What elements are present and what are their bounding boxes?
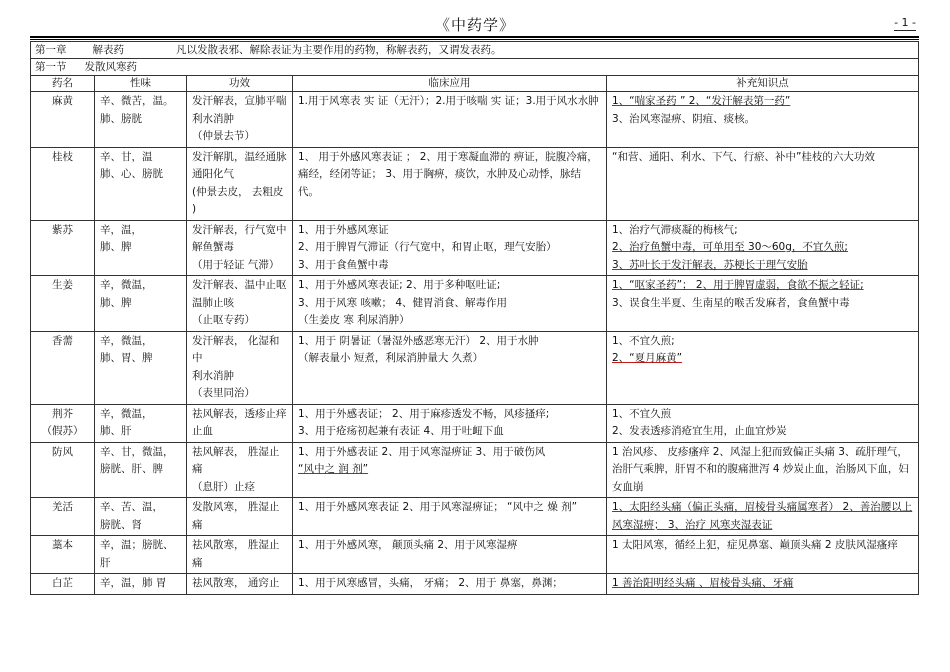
- clinical-use-cell: [293, 276, 607, 332]
- taste-meridian-text: 辛、苦、温，: [100, 501, 163, 513]
- effect-text: 发散风寒， 胜湿止痛: [192, 501, 280, 531]
- notes-cell: [607, 331, 919, 404]
- clinical-use-text: 1、用于外感风寒证: [298, 223, 389, 236]
- effect-text: （止呕专药）: [192, 314, 255, 326]
- effect-text: 发汗解表，宣肺平喘: [192, 95, 287, 107]
- herb-name-text: 桂枝: [52, 150, 73, 163]
- notes-text: 2、治疗鱼蟹中毒，可单用至 30～60g，不宜久煎;: [612, 241, 848, 253]
- taste-meridian-cell: [95, 331, 187, 404]
- taste-meridian-text: 辛，温，: [100, 223, 142, 236]
- clinical-use-cell: [293, 442, 607, 498]
- taste-meridian-text: 肺、肝: [100, 425, 132, 437]
- herb-row: [31, 442, 919, 498]
- notes-text: 3、治风寒湿痹、阴疽、痰核。: [612, 112, 756, 125]
- notes-text: 1、不宜久煎;: [612, 334, 675, 347]
- clinical-use-cell: [293, 404, 607, 442]
- clinical-use-cell: [293, 147, 607, 220]
- chapter-label: 第一章: [35, 44, 67, 56]
- clinical-use-cell: [293, 574, 607, 595]
- effect-text: 祛风解表，透疹止痒: [192, 407, 287, 420]
- effect-text: 发汗解表， 化湿和中: [192, 334, 280, 364]
- section-label: 第一节: [35, 61, 67, 73]
- herb-row: [31, 536, 919, 574]
- clinical-use-text: 2、用于脾胃气滞证（行气宽中，和胃止呕，理气安胎）: [298, 241, 557, 253]
- taste-meridian-cell: [95, 536, 187, 574]
- notes-cell: [607, 442, 919, 498]
- clinical-use-cell: [293, 536, 607, 574]
- herb-name-text: 生姜: [52, 279, 73, 291]
- effect-cell: [187, 404, 293, 442]
- herb-name-cell: [31, 536, 95, 574]
- taste-meridian-text: 肺、心、膀胱: [100, 168, 163, 180]
- taste-meridian-text: 辛，微温，: [100, 407, 153, 420]
- herb-name-text: 羌活: [52, 501, 73, 513]
- notes-cell: [607, 92, 919, 148]
- taste-meridian-text: 辛，微温，: [100, 279, 153, 291]
- clinical-use-text: “风中之 润 剂”: [298, 463, 369, 475]
- clinical-use-cell: [293, 92, 607, 148]
- effect-text: 通阳化气: [192, 168, 234, 180]
- herb-name-cell: [31, 498, 95, 536]
- clinical-use-cell: [293, 498, 607, 536]
- effect-text: （息肝）止痉: [192, 480, 255, 493]
- herb-name-text: 紫苏: [52, 223, 73, 236]
- effect-text: 解鱼蟹毒: [192, 241, 234, 253]
- effect-text: （用于轻证 气滞）: [192, 258, 280, 271]
- section-name: 发散风寒药: [84, 61, 137, 73]
- herb-name-text: 藁本: [52, 539, 73, 551]
- effect-cell: [187, 498, 293, 536]
- effect-text: 止血: [192, 425, 213, 437]
- taste-meridian-text: 辛、甘，微温，: [100, 445, 174, 458]
- taste-meridian-text: 肺、膀胱: [100, 112, 142, 125]
- column-header: 药名: [31, 76, 95, 92]
- column-header: 性味: [95, 76, 187, 92]
- effect-cell: [187, 331, 293, 404]
- effect-text: 利水消肿: [192, 112, 234, 125]
- taste-meridian-text: 膀胱、肝、脾: [100, 463, 163, 475]
- column-header: 临床应用: [293, 76, 607, 92]
- notes-text: 1、太阳经头痛（偏正头痛，眉棱骨头痛属寒者） 2、善治腰以上 风寒湿痹； 3、治疗 风寒夹湿表证: [612, 501, 913, 531]
- herb-row: [31, 498, 919, 536]
- taste-meridian-cell: [95, 276, 187, 332]
- clinical-use-text: 1、 用于外感风寒表证 ； 2、用于寒凝血滞的 痹证，脘腹冷痛，: [298, 150, 598, 163]
- clinical-use-text: 1、用于外感表证； 2、用于麻疹透发不畅，风疹搔痒;: [298, 407, 550, 420]
- herb-name-cell: [31, 220, 95, 276]
- notes-text: 1 治风疹、 皮疹瘙痒 2、风湿上犯而致偏正头痛 3、疏肝理气，治肝气乘脾，肝胃不和的腹痛泄泻 4 炒炭止血，治肠风下血，妇女血崩: [612, 445, 909, 493]
- effect-text: 发汗解表、温中止呕: [192, 279, 287, 291]
- taste-meridian-text: 辛，温；膀胱、肝: [100, 539, 174, 569]
- effect-cell: [187, 536, 293, 574]
- effect-text: 利水消肿: [192, 369, 234, 382]
- herb-name-cell: [31, 147, 95, 220]
- taste-meridian-text: 肺、胃、脾: [100, 352, 153, 364]
- effect-text: 温肺止咳: [192, 296, 234, 309]
- header-rule-thin: [30, 39, 919, 40]
- taste-meridian-text: 辛、甘，温: [100, 150, 153, 163]
- notes-text: 1、不宜久煎: [612, 407, 672, 420]
- clinical-use-text: 1、用于外感风寒表证; 2、用于多种呕吐证;: [298, 279, 501, 291]
- notes-text: 1 太阳风寒，循经上犯，症见鼻塞、巅顶头痛 2 皮肤风湿瘙痒: [612, 539, 898, 551]
- notes-text: 1、“喘家圣药 ” 2、“发汗解表第一药”: [612, 95, 791, 107]
- section-cell: [31, 59, 919, 76]
- taste-meridian-text: 辛、微苦，温。: [100, 95, 174, 107]
- clinical-use-text: 1、用于外感表证 2、用于风寒湿痹证 3、用于破伤风: [298, 445, 546, 458]
- notes-text: 3、苏叶长于发汗解表，苏梗长于理气安胎: [612, 258, 808, 271]
- herb-row: [31, 220, 919, 276]
- taste-meridian-text: 辛，微温，: [100, 334, 153, 347]
- clinical-use-text: （解表量小 短煮，利尿消肿量大 久煮）: [298, 352, 484, 364]
- taste-meridian-cell: [95, 404, 187, 442]
- clinical-use-text: 3、用于风寒 咳嗽； 4、健胃消食、解毒作用: [298, 296, 508, 309]
- effect-cell: [187, 276, 293, 332]
- clinical-use-text: 1、用于风寒感冒，头痛， 牙痛； 2、用于 鼻塞，鼻渊；: [298, 577, 563, 589]
- herb-name-text: 防风: [52, 445, 73, 458]
- section-row: [31, 59, 919, 76]
- notes-text: 2、“夏月麻黄”: [612, 352, 683, 364]
- taste-meridian-cell: [95, 147, 187, 220]
- header-rule-thick: [30, 36, 919, 38]
- taste-meridian-cell: [95, 442, 187, 498]
- notes-cell: [607, 404, 919, 442]
- column-header: 功效: [187, 76, 293, 92]
- notes-text: 1、治疗气滞痰凝的梅核气;: [612, 223, 738, 236]
- notes-text: 1、“呕家圣药”； 2、用于脾胃虚弱，食欲不振之轻证;: [612, 279, 864, 291]
- notes-cell: [607, 574, 919, 595]
- clinical-use-text: （生姜皮 寒 利尿消肿）: [298, 314, 410, 326]
- clinical-use-text: 1、用于 阴暑证（暑湿外感恶寒无汗） 2、用于水肿: [298, 334, 539, 347]
- effect-text: （仲景去节）: [192, 130, 255, 142]
- taste-meridian-cell: [95, 574, 187, 595]
- herb-name-cell: [31, 331, 95, 404]
- clinical-use-text: 3、用于食鱼蟹中毒: [298, 258, 389, 271]
- clinical-use-text: 1、用于外感风寒， 颠顶头痛 2、用于风寒湿痹: [298, 539, 518, 551]
- clinical-use-text: 1.用于风寒表 实 证（无汗）；2.用于咳喘 实 证；3.用于风水水肿: [298, 95, 599, 107]
- herb-row: [31, 574, 919, 595]
- taste-meridian-cell: [95, 92, 187, 148]
- notes-cell: [607, 276, 919, 332]
- notes-text: 3、误食生半夏、生南星的喉舌发麻者，食鱼蟹中毒: [612, 296, 850, 309]
- taste-meridian-text: 膀胱、肾: [100, 518, 142, 531]
- chapter-name: 解表药: [92, 44, 124, 56]
- herb-row: [31, 276, 919, 332]
- taste-meridian-cell: [95, 498, 187, 536]
- notes-cell: [607, 220, 919, 276]
- notes-text: 1 善治阳明经头痛 、眉棱骨头痛、牙痛: [612, 577, 794, 589]
- clinical-use-text: 3、用于疮疡初起兼有表证 4、用于吐衄下血: [298, 425, 504, 437]
- effect-text: 祛风散寒， 胜湿止痛: [192, 539, 280, 569]
- herb-row: [31, 404, 919, 442]
- herb-row: [31, 331, 919, 404]
- column-header-row: [31, 76, 919, 92]
- effect-text: （表里同治）: [192, 387, 255, 399]
- effect-text: 祛风解表， 胜湿止痛: [192, 445, 280, 475]
- chapter-row: [31, 42, 919, 59]
- document-title: 《中药学》: [434, 16, 515, 34]
- herb-name-text: （假苏）: [41, 425, 84, 437]
- page-number: - 1 -: [894, 16, 916, 29]
- herb-name-cell: [31, 92, 95, 148]
- taste-meridian-text: 肺、脾: [100, 296, 132, 309]
- taste-meridian-text: 辛，温，肺 胃: [100, 577, 167, 589]
- herb-name-text: 香薷: [52, 334, 73, 347]
- effect-cell: [187, 574, 293, 595]
- herb-table: [30, 41, 919, 595]
- notes-cell: [607, 498, 919, 536]
- column-header: 补充知识点: [607, 76, 919, 92]
- effect-cell: [187, 92, 293, 148]
- herb-row: [31, 92, 919, 148]
- herb-name-text: 麻黄: [52, 95, 73, 107]
- herb-name-cell: [31, 276, 95, 332]
- herb-name-cell: [31, 442, 95, 498]
- effect-text: (仲景去皮， 去粗皮 ): [192, 185, 284, 215]
- clinical-use-text: 1、用于外感风寒表证 2、用于风寒湿痹证； “风中之 燥 剂”: [298, 501, 578, 513]
- herb-name-cell: [31, 404, 95, 442]
- herb-name-text: 荆芥: [52, 407, 73, 420]
- clinical-use-cell: [293, 220, 607, 276]
- notes-text: 2、发表透疹消疮宜生用，止血宜炒炭: [612, 425, 787, 437]
- herb-name-cell: [31, 574, 95, 595]
- notes-cell: [607, 147, 919, 220]
- chapter-cell: [31, 42, 919, 59]
- taste-meridian-text: 肺、脾: [100, 241, 132, 253]
- chapter-description: 凡以发散表邪、解除表证为主要作用的药物，称解表药，又谓发表药。: [176, 44, 502, 56]
- clinical-use-cell: [293, 331, 607, 404]
- notes-cell: [607, 536, 919, 574]
- effect-cell: [187, 442, 293, 498]
- effect-text: 发汗解表，行气宽中: [192, 223, 287, 236]
- effect-cell: [187, 147, 293, 220]
- clinical-use-text: 痛经，经闭等证； 3、用于胸痹，痰饮，水肿及心动悸，脉结代。: [298, 168, 582, 198]
- herb-row: [31, 147, 919, 220]
- effect-cell: [187, 220, 293, 276]
- taste-meridian-cell: [95, 220, 187, 276]
- effect-text: 发汗解肌，温经通脉: [192, 150, 287, 163]
- herb-name-text: 白芷: [52, 577, 73, 589]
- notes-text: “和营、通阳、利水、下气、行瘀、补中”桂枝的六大功效: [612, 150, 875, 163]
- effect-text: 祛风散寒， 通窍止: [192, 577, 280, 589]
